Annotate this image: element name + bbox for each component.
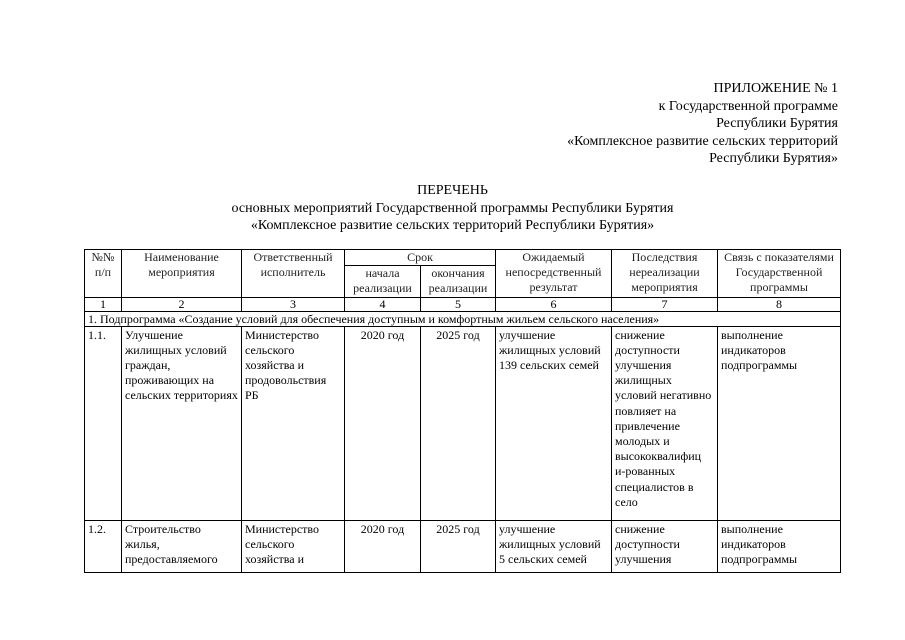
row-end: 2025 год (421, 326, 496, 520)
header-consequence: Последствия нереализации мероприятия (612, 250, 718, 298)
appendix-line: Республики Бурятия» (709, 151, 838, 166)
appendix-line: ПРИЛОЖЕНИЕ № 1 (713, 81, 838, 96)
appendix-line: Республики Бурятия (716, 116, 838, 131)
row-start: 2020 год (345, 326, 421, 520)
row-link: выполнение индикаторов подпрограммы (718, 326, 841, 520)
subprogram-row (85, 311, 841, 326)
row-name: Улучшение жилищных условий граждан, проживающих на сельских территориях (122, 326, 242, 520)
header-num: №№ п/п (85, 250, 122, 298)
header-name: Наименование мероприятия (122, 250, 242, 298)
table-row (85, 326, 841, 520)
appendix-line: к Государственной программе (658, 98, 838, 114)
row-end: 2025 год (421, 520, 496, 572)
table-row (85, 520, 841, 572)
row-result: улучшение жилищных условий 139 сельских семей (496, 326, 612, 520)
header-result: Ожидаемый непосредственный результат (496, 250, 612, 298)
measures-table (84, 249, 841, 573)
column-numbers-row (85, 297, 841, 311)
title-line-1: основных мероприятий Государственной программы Республики Бурятия (231, 200, 674, 216)
row-link: выполнение индикаторов подпрограммы (718, 520, 841, 572)
col-number: 3 (242, 297, 345, 311)
document-title (0, 182, 905, 235)
row-num: 1.1. (85, 326, 122, 520)
header-executor: Ответственный исполнитель (242, 250, 345, 298)
header-row (85, 250, 841, 266)
row-executor: Министерство сельского хозяйства и (242, 520, 345, 572)
title-heading: ПЕРЕЧЕНЬ (417, 183, 488, 198)
header-link: Связь с показателями Государственной программы (718, 250, 841, 298)
row-consequence: снижение доступности улучшения (612, 520, 718, 572)
row-consequence: снижение доступности улучшения жилищных условий негативно повлияет на привлечение молодых и высококвалифиц и-рованных специалистов в село (612, 326, 718, 520)
col-number: 1 (85, 297, 122, 311)
subprogram-title: 1. Подпрограмма «Создание условий для обеспечения доступным и комфортным жильем сельского населения» (85, 311, 841, 326)
col-number: 8 (718, 297, 841, 311)
col-number: 2 (122, 297, 242, 311)
title-line-2: «Комплексное развитие сельских территорий Республики Бурятия» (250, 218, 655, 233)
header-term: Срок (345, 250, 496, 266)
header-end: окончания реализации (421, 266, 496, 297)
appendix-block (567, 80, 838, 168)
row-executor: Министерство сельского хозяйства и продовольствия РБ (242, 326, 345, 520)
row-start: 2020 год (345, 520, 421, 572)
row-result: улучшение жилищных условий 5 сельских семей (496, 520, 612, 572)
col-number: 5 (421, 297, 496, 311)
appendix-line: «Комплексное развитие сельских территорий (567, 133, 838, 149)
col-number: 7 (612, 297, 718, 311)
header-start: начала реализации (345, 266, 421, 297)
col-number: 4 (345, 297, 421, 311)
col-number: 6 (496, 297, 612, 311)
row-num: 1.2. (85, 520, 122, 572)
row-name: Строительство жилья, предоставляемого (122, 520, 242, 572)
